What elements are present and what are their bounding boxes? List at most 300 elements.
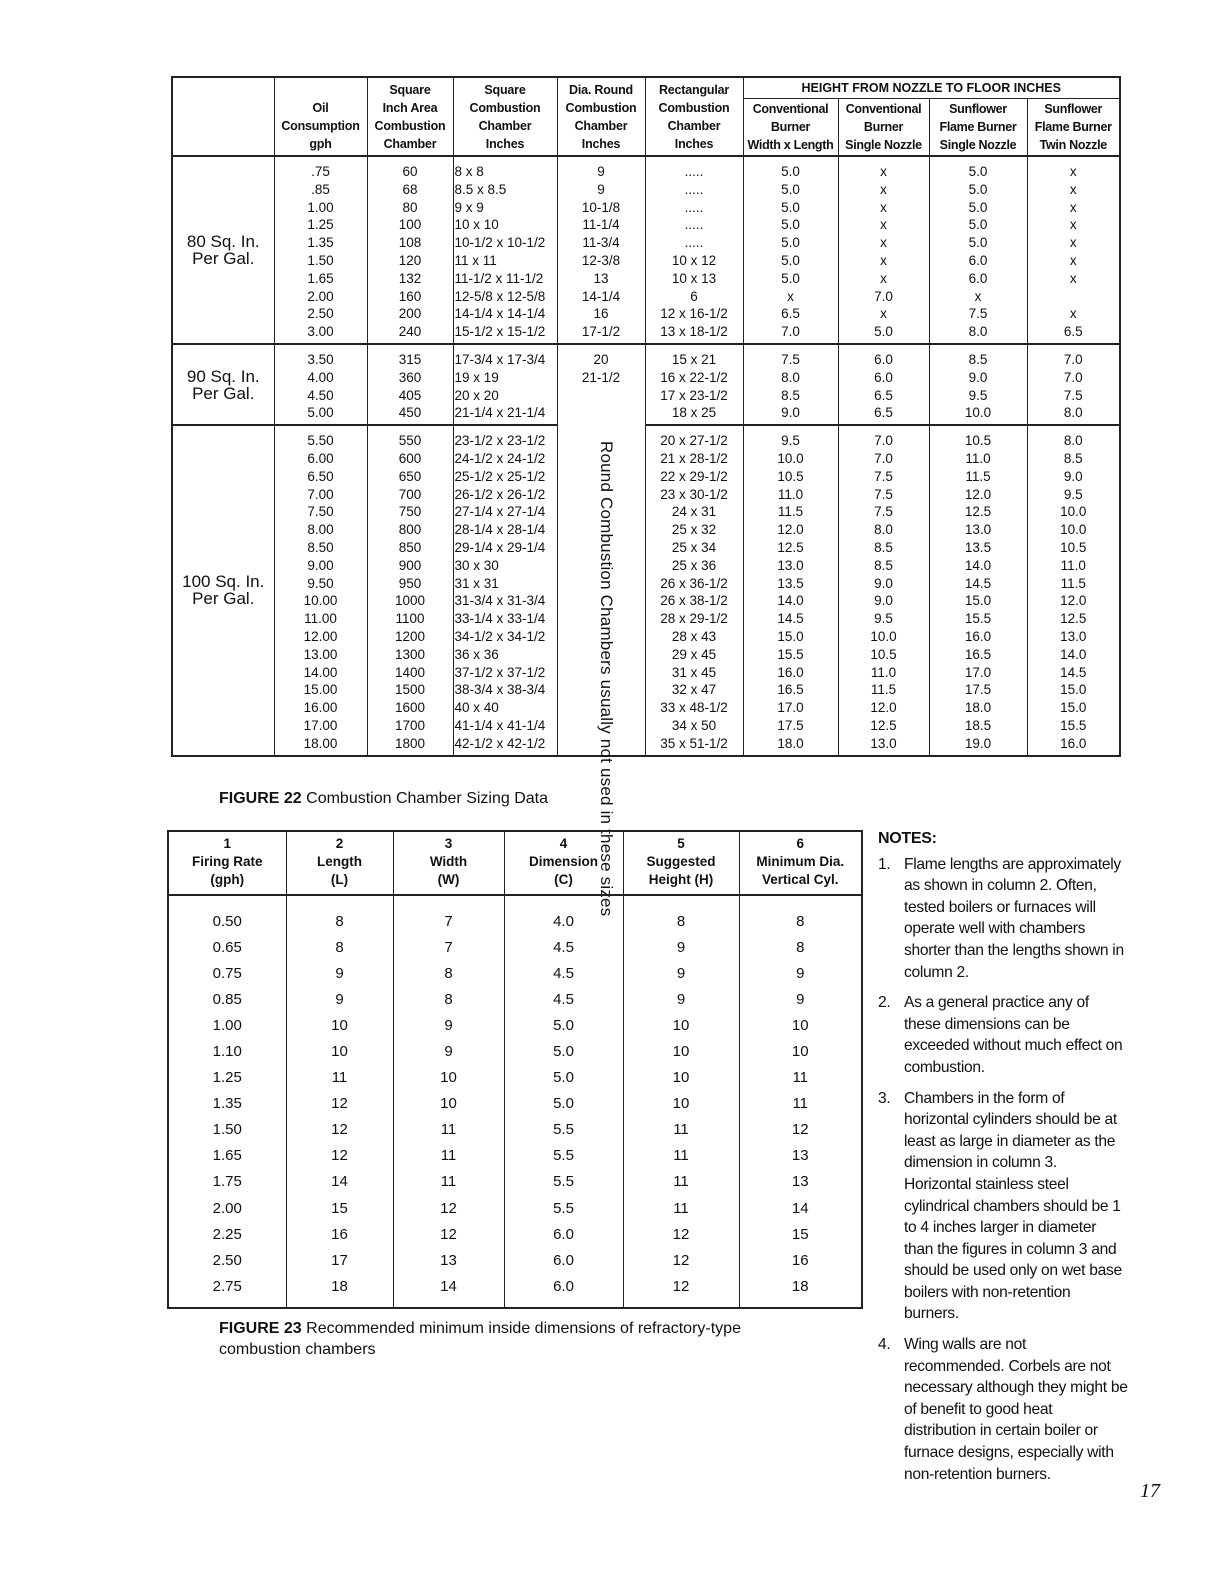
cell-line: 10.00 — [303, 593, 338, 609]
cell-line: 34 x 50 — [671, 717, 717, 733]
cell-line: 32 x 47 — [671, 682, 717, 698]
cell-line: 10.0 — [1060, 504, 1087, 520]
cell-line: 6.5 — [874, 405, 893, 421]
cell-line: 650 — [398, 468, 422, 484]
cell-line: 7.0 — [781, 324, 800, 340]
cell-line: 1300 — [394, 646, 426, 662]
cell-line: 80 — [402, 199, 418, 215]
cell-line: 11-1/2 x 11-1/2 — [454, 270, 544, 286]
cell-line: 7.5 — [781, 351, 800, 367]
table-cell: 9 — [393, 1038, 504, 1064]
header-line: (C) — [554, 872, 573, 887]
cell-line: 8.00 — [307, 522, 334, 538]
table-row — [168, 1273, 862, 1308]
cell-line: 16.0 — [777, 664, 804, 680]
cell-line: 11.0 — [965, 450, 991, 466]
cell-line: 9.0 — [1063, 468, 1083, 484]
cell-line: 5.0 — [781, 252, 800, 268]
cell-line: x — [880, 217, 887, 233]
cell-line: 25-1/2 x 25-1/2 — [454, 468, 546, 484]
table-cell: 12 — [623, 1273, 739, 1308]
figure-23-title-line1: Recommended minimum inside dimensions of refractory-type — [301, 1320, 741, 1337]
cell-line: 16 x 22-1/2 — [660, 369, 728, 385]
table-cell: 7 — [393, 895, 504, 934]
cell-line: x — [880, 306, 887, 322]
cell-line: x — [880, 199, 887, 215]
cell-line: Consumption — [281, 119, 360, 133]
cell-line: 5.0 — [874, 324, 893, 340]
cell-line: 5.0 — [781, 217, 800, 233]
table-row — [168, 1038, 862, 1064]
cell-line: 13.00 — [303, 646, 338, 662]
cell-line: 12.5 — [870, 717, 897, 733]
note-2 — [878, 992, 1128, 1078]
cell-line: 80 Sq. In. — [186, 231, 260, 251]
col-square — [453, 425, 557, 755]
col-area — [367, 425, 453, 755]
table-cell: 11 — [739, 1091, 862, 1117]
cell-line: 35 x 51-1/2 — [660, 735, 728, 751]
cell-line: Twin Nozzle — [1039, 138, 1107, 152]
table-cell: 10 — [286, 1012, 393, 1038]
cell-line: 7.5 — [874, 504, 893, 520]
table-cell: 10 — [739, 1038, 862, 1064]
cell-line: 14.5 — [777, 611, 804, 627]
cell-line: 1.25 — [307, 217, 334, 233]
table-cell: 10 — [623, 1012, 739, 1038]
cell-line: 1700 — [394, 717, 426, 733]
cell-line: 9.5 — [781, 433, 800, 449]
cell-line: 108 — [398, 235, 422, 251]
cell-line: 33-1/4 x 33-1/4 — [454, 611, 546, 627]
cell-line: 10.0 — [777, 450, 804, 466]
cell-line: 12.0 — [870, 700, 897, 716]
cell-line: 9.0 — [874, 593, 893, 609]
cell-line: 11.5 — [965, 468, 991, 484]
cell-line: 6.50 — [307, 468, 334, 484]
cell-line: 12 x 16-1/2 — [660, 306, 728, 322]
cell-line: 9.5 — [874, 611, 893, 627]
table-cell: 16 — [286, 1221, 393, 1247]
cell-line: 11.5 — [777, 504, 804, 520]
cell-line: 18.00 — [303, 735, 338, 751]
col-sun-single — [929, 344, 1027, 425]
table-cell: 17 — [286, 1247, 393, 1273]
cell-line: 16.5 — [964, 646, 992, 662]
table-cell: 1.35 — [168, 1091, 286, 1117]
cell-line: 9.5 — [1063, 486, 1083, 502]
note-3 — [878, 1088, 1128, 1326]
cell-line: 6.5 — [1063, 324, 1083, 340]
cell-line: 19.0 — [964, 735, 992, 751]
round-chamber-note — [582, 441, 622, 917]
table-cell: 2.25 — [168, 1221, 286, 1247]
cell-line: 11 x 11 — [454, 252, 497, 268]
cell-line: x — [1069, 306, 1077, 322]
fig23-header-col-4 — [504, 831, 623, 895]
cell-line: 1200 — [394, 628, 426, 644]
table-row — [168, 895, 862, 934]
cell-line: 18.5 — [964, 717, 992, 733]
cell-line: Per Gal. — [192, 589, 255, 609]
cell-line: 950 — [398, 575, 422, 591]
cell-line: 1.50 — [307, 252, 334, 268]
cell-line: 27-1/4 x 27-1/4 — [454, 504, 546, 520]
cell-line: 1500 — [394, 682, 426, 698]
cell-line: 10-1/8 — [581, 199, 621, 215]
cell-line: Burner — [770, 120, 811, 134]
table-cell: 9 — [739, 960, 862, 986]
cell-line: 90 Sq. In. — [186, 366, 260, 386]
cell-line: 11.00 — [304, 611, 337, 627]
cell-line: 12.5 — [964, 504, 992, 520]
col-sun-single — [929, 425, 1027, 755]
cell-line: 2.00 — [307, 288, 334, 304]
cell-line: x — [1069, 164, 1077, 179]
group-label-100 — [172, 425, 274, 755]
cell-line: Sunflower — [1044, 102, 1103, 116]
cell-line: 5.00 — [307, 405, 334, 421]
header-line: (W) — [437, 872, 460, 887]
header-line: 1 — [223, 836, 231, 851]
cell-line: 17.0 — [777, 700, 804, 716]
cell-line: 7.5 — [968, 306, 988, 322]
cell-line: 8.50 — [307, 539, 334, 555]
cell-line: Width x Length — [747, 138, 834, 152]
table-cell: 11 — [393, 1117, 504, 1143]
cell-line: 5.0 — [781, 181, 800, 197]
table-row — [168, 960, 862, 986]
col-oil — [274, 156, 367, 344]
table-cell: 2.50 — [168, 1247, 286, 1273]
col-sun-twin — [1027, 344, 1120, 425]
cell-line: 5.0 — [781, 164, 800, 179]
cell-line: Per Gal. — [192, 383, 255, 403]
cell-line: 60 — [402, 164, 418, 179]
header-line: 6 — [796, 836, 804, 851]
table-cell: 8 — [393, 986, 504, 1012]
table-cell: 1.50 — [168, 1117, 286, 1143]
table-cell: 9 — [623, 934, 739, 960]
cell-line: 13.0 — [1060, 628, 1087, 644]
cell-line: 18.0 — [964, 700, 992, 716]
cell-line: 15.00 — [303, 682, 338, 698]
col-conv-wl — [743, 425, 838, 755]
cell-line: 5.0 — [968, 181, 988, 197]
cell-line: 42-1/2 x 42-1/2 — [454, 735, 546, 751]
cell-line: 12.5 — [777, 539, 804, 555]
cell-line: 14.00 — [303, 664, 338, 680]
group-row-90 — [172, 344, 1120, 425]
table-cell: 7 — [393, 934, 504, 960]
table-cell: 11 — [739, 1065, 862, 1091]
cell-line: 9.5 — [968, 387, 988, 403]
note-4 — [878, 1334, 1128, 1485]
cell-line: 9.0 — [968, 369, 988, 385]
table-row — [168, 1221, 862, 1247]
cell-line: Inches — [485, 137, 525, 151]
cell-line: 26-1/2 x 26-1/2 — [454, 486, 546, 502]
table-cell: 13 — [393, 1247, 504, 1273]
cell-line: 15.5 — [1060, 717, 1087, 733]
cell-line: 600 — [398, 450, 422, 466]
cell-line: 240 — [398, 324, 422, 340]
header-line: Vertical Cyl. — [761, 872, 839, 887]
cell-line: 15.0 — [964, 593, 992, 609]
cell-line: 1800 — [394, 735, 426, 751]
cell-line: 7.0 — [1063, 369, 1083, 385]
table-cell: 12 — [393, 1195, 504, 1221]
table-cell: 0.75 — [168, 960, 286, 986]
note-number: 1. — [878, 855, 891, 873]
cell-line: 29 x 45 — [671, 646, 717, 662]
cell-line: 38-3/4 x 38-3/4 — [454, 682, 546, 698]
table-cell: 10 — [623, 1091, 739, 1117]
table-cell: 11 — [286, 1065, 393, 1091]
note-text: Chambers in the form of horizontal cylinders should be at least as large in diameter as the dimension in column 3. Horizontal stainless steel cylindrical chambers should be 1 to 4 inches larger in diameter than the figures in column 3 and should be used only on wet base boilers with non-retention burners. — [904, 1089, 1122, 1323]
cell-line: 7.00 — [307, 486, 334, 502]
table-cell: 9 — [393, 1012, 504, 1038]
cell-line: 15.5 — [964, 611, 992, 627]
cell-line: .75 — [311, 164, 330, 179]
cell-line: ..... — [684, 164, 704, 179]
col-area — [367, 344, 453, 425]
col-conv-single — [838, 344, 929, 425]
cell-line: 28 x 29-1/2 — [660, 611, 728, 627]
cell-line: Per Gal. — [192, 248, 255, 268]
cell-line: 10.5 — [1060, 539, 1087, 555]
table-cell: 12 — [286, 1117, 393, 1143]
cell-line: 11.5 — [870, 682, 897, 698]
cell-line: 11-3/4 — [582, 235, 620, 251]
cell-line: 11.5 — [1060, 575, 1086, 591]
cell-line: 15.5 — [777, 646, 804, 662]
cell-line: 10 x 12 — [671, 252, 717, 268]
cell-line: 7.0 — [1063, 351, 1083, 367]
header-line: (L) — [330, 872, 349, 887]
cell-line: 9 — [597, 164, 605, 179]
col-conv-wl — [743, 344, 838, 425]
note-1 — [878, 854, 1128, 984]
col-area — [367, 156, 453, 344]
cell-line: 8.0 — [1063, 433, 1083, 449]
cell-line: 20 x 27-1/2 — [660, 433, 728, 449]
cell-line: 15.0 — [1060, 700, 1087, 716]
figure-22-caption — [219, 790, 548, 808]
table-cell: 10 — [739, 1012, 862, 1038]
table-row — [168, 1091, 862, 1117]
cell-line: 450 — [398, 405, 422, 421]
cell-line: Conventional — [752, 102, 829, 116]
table-cell: 15 — [286, 1195, 393, 1221]
cell-line: ..... — [684, 235, 704, 251]
cell-line: 5.0 — [781, 270, 800, 286]
cell-line: 16.5 — [777, 682, 804, 698]
header-oil-consumption — [274, 77, 367, 156]
cell-line: 7.5 — [874, 486, 893, 502]
cell-line: 24-1/2 x 24-1/2 — [454, 450, 546, 466]
header-line: Minimum Dia. — [756, 854, 845, 869]
cell-line: 12.0 — [1060, 593, 1087, 609]
table-cell: 11 — [393, 1143, 504, 1169]
cell-line: x — [880, 252, 887, 268]
combustion-chamber-sizing-table — [171, 76, 1121, 757]
header-line: 2 — [335, 836, 344, 851]
cell-line: 5.50 — [307, 433, 334, 449]
cell-line: Single Nozzle — [939, 138, 1017, 152]
cell-line: x — [880, 164, 887, 179]
table-cell: 10 — [623, 1065, 739, 1091]
cell-line: 6.0 — [874, 351, 893, 367]
cell-line: 360 — [398, 369, 422, 385]
table-cell: 5.5 — [504, 1195, 623, 1221]
cell-line: 34-1/2 x 34-1/2 — [454, 628, 546, 644]
fig23-header-col-1 — [168, 831, 286, 895]
cell-line: 17 x 23-1/2 — [660, 387, 728, 403]
col-square — [453, 156, 557, 344]
cell-line: 8.5 — [874, 557, 893, 573]
table-cell: 1.75 — [168, 1169, 286, 1195]
cell-line: 13 — [593, 270, 609, 286]
cell-line: Chamber — [478, 119, 532, 133]
cell-line: Flame Burner — [939, 120, 1017, 134]
cell-line: 7.50 — [307, 504, 334, 520]
table-cell: 10 — [623, 1038, 739, 1064]
cell-line: x — [1069, 252, 1077, 268]
cell-line: 750 — [398, 504, 422, 520]
cell-line: 800 — [398, 522, 422, 538]
cell-line — [1028, 288, 1120, 306]
cell-line: 9.00 — [307, 557, 334, 573]
cell-line: 5.0 — [781, 199, 800, 215]
table-cell: 8 — [286, 934, 393, 960]
cell-line: x — [880, 235, 887, 251]
table-cell: 15 — [739, 1221, 862, 1247]
table-cell: 9 — [286, 986, 393, 1012]
group-label-90 — [172, 344, 274, 425]
cell-line: 8.5 — [781, 387, 800, 403]
cell-line: 160 — [398, 288, 422, 304]
table-row — [168, 1169, 862, 1195]
cell-line: 8.5 — [874, 539, 893, 555]
cell-line: 18 x 25 — [671, 405, 717, 421]
cell-line: 33 x 48-1/2 — [660, 700, 728, 716]
table-cell: 11 — [623, 1117, 739, 1143]
cell-line: 9 x 9 — [454, 199, 484, 215]
cell-line: 12-5/8 x 12-5/8 — [454, 288, 546, 304]
figure-23-caption — [219, 1318, 741, 1360]
table-cell: 10 — [393, 1091, 504, 1117]
table-cell: 8 — [286, 895, 393, 934]
cell-line: 7.5 — [1063, 387, 1083, 403]
cell-line: 1600 — [394, 700, 426, 716]
cell-line: Rectangular — [658, 83, 730, 97]
note-text: Flame lengths are approximately as shown in column 2. Often, tested boilers or furnaces will operate well with chambers shorter than the lengths shown in column 2. — [904, 855, 1124, 981]
cell-line: 7.0 — [874, 433, 893, 449]
cell-line: Square — [484, 83, 526, 97]
cell-line: 10.5 — [777, 468, 804, 484]
table-cell: 18 — [739, 1273, 862, 1308]
cell-line: 200 — [398, 306, 422, 322]
cell-line: 14-1/4 x 14-1/4 — [454, 306, 546, 322]
col-sun-twin — [1027, 156, 1120, 344]
cell-line: 11.0 — [777, 486, 804, 502]
table-cell: 8 — [739, 895, 862, 934]
cell-line: 15 x 21 — [671, 351, 717, 367]
table-cell: 11 — [623, 1195, 739, 1221]
cell-line: 16.0 — [964, 628, 992, 644]
cell-line: 14.0 — [1060, 646, 1087, 662]
cell-line: 8.0 — [1063, 405, 1083, 421]
col-square — [453, 344, 557, 425]
cell-line: 8.0 — [874, 522, 893, 538]
cell-line: 28 x 43 — [671, 628, 717, 644]
cell-line: 14.5 — [1060, 664, 1087, 680]
table-cell: 11 — [623, 1143, 739, 1169]
cell-line: 11.0 — [1060, 557, 1086, 573]
cell-line: 1100 — [395, 611, 425, 627]
table-cell: 11 — [623, 1169, 739, 1195]
cell-line: 100 — [398, 217, 422, 233]
cell-line: 5.0 — [968, 235, 988, 251]
table-row — [168, 1247, 862, 1273]
cell-line: 10 x 13 — [671, 270, 717, 286]
table-cell: 1.65 — [168, 1143, 286, 1169]
page-number: 17 — [1140, 1480, 1160, 1502]
cell-line: ..... — [684, 199, 704, 215]
cell-line: 405 — [398, 387, 422, 403]
cell-line: x — [974, 288, 982, 304]
table-cell: 9 — [739, 986, 862, 1012]
cell-line: 31-3/4 x 31-3/4 — [454, 593, 546, 609]
header-conventional-single — [838, 99, 929, 157]
cell-line: Chamber — [667, 119, 721, 133]
cell-line: 700 — [398, 486, 422, 502]
cell-line: 13.0 — [777, 557, 804, 573]
cell-line: 15-1/2 x 15-1/2 — [454, 324, 546, 340]
cell-line: Combustion — [374, 119, 446, 133]
cell-line: 13.5 — [777, 575, 804, 591]
cell-line: Combustion — [658, 101, 730, 115]
cell-line: 29-1/4 x 29-1/4 — [454, 539, 546, 555]
cell-line: Chamber — [383, 137, 437, 151]
note-number: 2. — [878, 994, 891, 1012]
cell-line: 3.50 — [307, 351, 334, 367]
header-sunflower-twin — [1027, 99, 1120, 157]
header-line: Dimension — [528, 854, 598, 869]
cell-line: 11-1/4 — [582, 217, 620, 233]
table-row — [168, 934, 862, 960]
cell-line: 23-1/2 x 23-1/2 — [454, 433, 546, 449]
cell-line: 13.0 — [964, 522, 992, 538]
cell-line: 22 x 29-1/2 — [660, 468, 728, 484]
cell-line: 6.0 — [874, 369, 893, 385]
table-cell: 1.25 — [168, 1065, 286, 1091]
header-round-chamber — [557, 77, 645, 156]
cell-line: 315 — [398, 351, 422, 367]
cell-line: 15.0 — [777, 628, 804, 644]
table-cell: 9 — [286, 960, 393, 986]
cell-line: 10.0 — [870, 628, 897, 644]
cell-line: 17.0 — [964, 664, 992, 680]
cell-line: 30 x 30 — [454, 557, 499, 573]
cell-line: 10.0 — [1060, 522, 1087, 538]
cell-line: Burner — [863, 120, 904, 134]
cell-line: Inches — [674, 137, 714, 151]
col-sun-twin — [1027, 425, 1120, 755]
cell-line: 5.0 — [968, 164, 988, 179]
cell-line: 25 x 36 — [671, 557, 717, 573]
